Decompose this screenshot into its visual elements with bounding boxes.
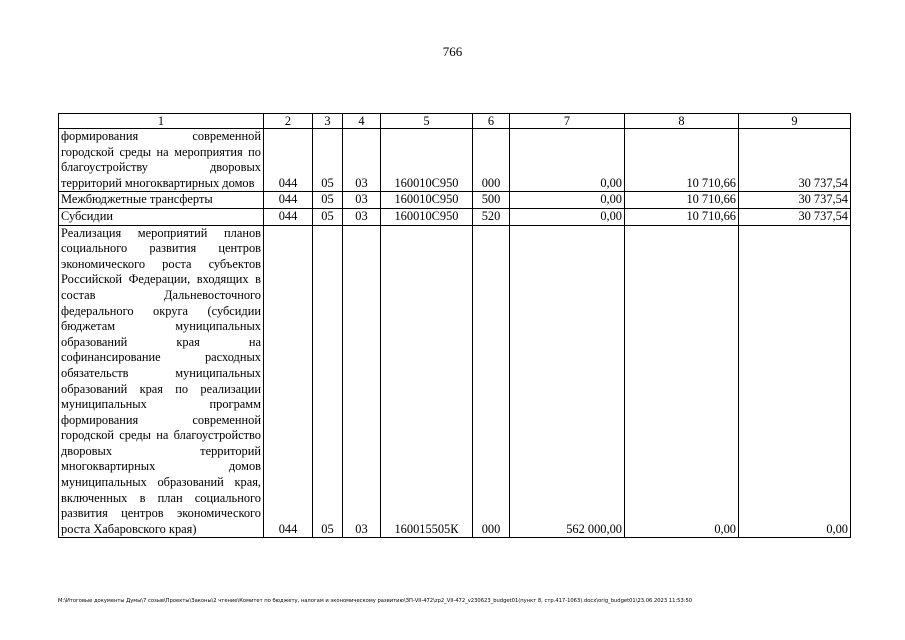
cell-col3: 05: [313, 192, 343, 209]
column-header-5: 5: [381, 114, 473, 129]
cell-col5: 160010С950: [381, 129, 473, 192]
cell-col8: 10 710,66: [625, 208, 739, 225]
table-row: [59, 208, 851, 225]
column-header-6: 6: [473, 114, 510, 129]
column-header-3: 3: [313, 114, 343, 129]
cell-col9: 0,00: [739, 225, 851, 538]
row-name: Реализация мероприятий планов социального развития центров экономического роста субъектов Российской Федерации, входящих в состав Дальневосточного федерального округа (субсидии бюджетам муниципальных образований края на софинансирование расходных обязательств муниципальных образований края по реализации муниципальных программ формирования современной городской среды на благоустройство дворовых территорий многоквартирных домов муниципальных образований края, включенных в план социального развития центров экономического роста Хабаровского края): [59, 225, 264, 538]
cell-col3: 05: [313, 208, 343, 225]
cell-col7: 0,00: [510, 208, 625, 225]
cell-col2: 044: [264, 192, 313, 209]
cell-col7: 0,00: [510, 192, 625, 209]
row-name: формирования современной городской среды на мероприятия по благоустройству дворовых территорий многоквартирных домов: [59, 129, 264, 192]
row-name: Межбюджетные трансферты: [59, 192, 264, 209]
cell-col3: 05: [313, 129, 343, 192]
cell-col3: 05: [313, 225, 343, 538]
cell-col7: 0,00: [510, 129, 625, 192]
cell-col5: 160010С950: [381, 192, 473, 209]
cell-col4: 03: [343, 129, 381, 192]
cell-col8: 0,00: [625, 225, 739, 538]
cell-col6: 000: [473, 129, 510, 192]
cell-col9: 30 737,54: [739, 208, 851, 225]
cell-col6: 500: [473, 192, 510, 209]
column-header-9: 9: [739, 114, 851, 129]
table-row: [59, 192, 851, 209]
budget-table: [58, 113, 851, 538]
column-header-7: 7: [510, 114, 625, 129]
cell-col8: 10 710,66: [625, 129, 739, 192]
cell-col4: 03: [343, 208, 381, 225]
cell-col2: 044: [264, 129, 313, 192]
cell-col7: 562 000,00: [510, 225, 625, 538]
cell-col2: 044: [264, 225, 313, 538]
cell-col4: 03: [343, 225, 381, 538]
row-name: Субсидии: [59, 208, 264, 225]
column-header-8: 8: [625, 114, 739, 129]
cell-col9: 30 737,54: [739, 192, 851, 209]
document-path-footer: M:\Итоговые документы Думы\7 созыв\Проекты\Законы\2 чтение\Комитет по бюджету, налогам и экономическому развитию\ЗП-VII-472\zp2_VII-472_v230623_budget01(пункт 8, стр.417-1063).docx\orig_budget01\23.06.2023 11:53:50: [58, 598, 693, 604]
column-header-1: 1: [59, 114, 264, 129]
cell-col2: 044: [264, 208, 313, 225]
cell-col9: 30 737,54: [739, 129, 851, 192]
cell-col8: 10 710,66: [625, 192, 739, 209]
table-header-row: [59, 114, 851, 129]
table-row: [59, 129, 851, 192]
column-header-2: 2: [264, 114, 313, 129]
column-header-4: 4: [343, 114, 381, 129]
page-number: 766: [442, 44, 463, 59]
table-row: [59, 225, 851, 538]
cell-col4: 03: [343, 192, 381, 209]
cell-col5: 160015505К: [381, 225, 473, 538]
cell-col5: 160010С950: [381, 208, 473, 225]
cell-col6: 520: [473, 208, 510, 225]
cell-col6: 000: [473, 225, 510, 538]
